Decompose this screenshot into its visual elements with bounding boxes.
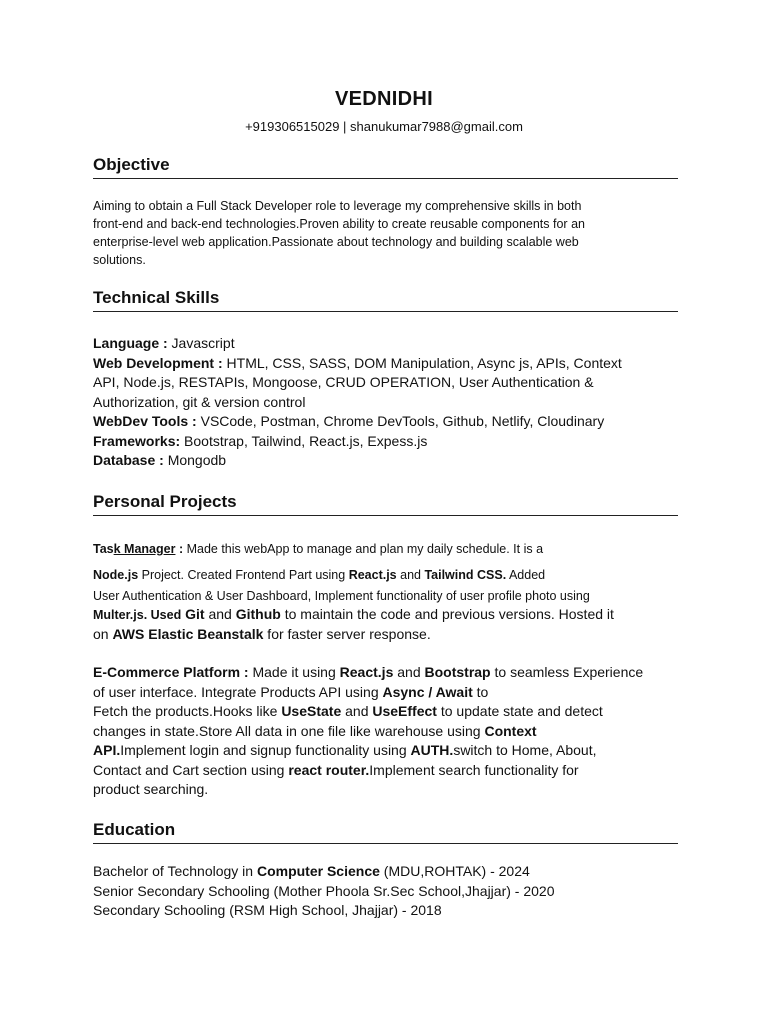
ecom-keyword: React.js <box>339 664 394 680</box>
ecom-text: switch to Home, About, <box>453 742 597 758</box>
candidate-name: VEDNIDHI <box>335 88 433 110</box>
objective-line: solutions. <box>93 253 146 267</box>
ecom-text: Implement login and signup functionality using <box>120 742 411 758</box>
ecommerce-line: product searching. <box>93 781 209 797</box>
ecom-keyword: Context <box>484 722 537 739</box>
ecom-text: to seamless Experience <box>490 664 644 680</box>
skill-webdev-cont: Authorization, git & version control <box>93 393 306 410</box>
task-keyword: Multer.js. Used <box>93 608 182 622</box>
task-keyword: Git <box>185 606 205 622</box>
task-text: to maintain the code and previous versions. Hosted it <box>280 606 614 622</box>
education-item: Secondary Schooling (RSM High School, Jhajjar) - 2018 <box>93 902 442 918</box>
skills-heading: Technical Skills <box>93 288 678 312</box>
ecom-text: to <box>472 683 489 700</box>
objective-line: enterprise-level web application.Passionate about technology and building scalable web <box>93 235 579 249</box>
objective-text <box>93 197 678 269</box>
ecommerce-line <box>93 741 678 761</box>
objective-line: Aiming to obtain a Full Stack Developer role to leverage my comprehensive skills in both <box>93 199 582 213</box>
task-keyword: AWS Elastic Beanstalk <box>112 626 264 642</box>
ecommerce-title: E-Commerce Platform : <box>93 664 249 680</box>
education-heading: Education <box>93 820 678 844</box>
ecom-keyword: UseEffect <box>372 703 437 719</box>
skill-database <box>93 451 678 471</box>
education-list <box>93 862 678 921</box>
task-text: and <box>396 568 425 582</box>
task-manager-line1 <box>93 540 678 558</box>
ecommerce-line <box>93 663 678 683</box>
skill-value: Bootstrap, Tailwind, React.js, Expess.js <box>180 432 428 449</box>
ecom-text: Fetch the products.Hooks like <box>93 703 282 719</box>
skill-tools <box>93 412 678 432</box>
ecom-text: to update state and detect <box>436 703 603 719</box>
skill-frameworks <box>93 432 678 452</box>
task-text: on <box>93 626 113 642</box>
ecom-keyword: AUTH. <box>410 742 454 758</box>
ecommerce-line <box>93 761 678 781</box>
ecom-text: and <box>393 664 425 680</box>
skill-label: Database : <box>93 452 164 468</box>
ecom-text: changes in state.Store All data in one file like warehouse using <box>93 722 485 739</box>
task-title-part: Tas <box>93 542 114 556</box>
task-text: Project. Created Frontend Part using <box>138 568 349 582</box>
ecommerce-project <box>93 663 678 800</box>
task-manager-title <box>93 542 183 556</box>
skill-value: HTML, CSS, SASS, DOM Manipulation, Async js, APIs, Context <box>222 354 622 371</box>
ecom-keyword: UseState <box>281 703 342 719</box>
skill-webdev-cont: API, Node.js, RESTAPIs, Mongoose, CRUD OPERATION, User Authentication & <box>93 374 594 390</box>
skill-value: Mongodb <box>163 452 227 468</box>
edu-text: (MDU,ROHTAK) - 2024 <box>379 863 530 879</box>
edu-keyword: Computer Science <box>256 863 380 879</box>
task-keyword: Node.js <box>93 568 139 582</box>
task-manager-line4 <box>93 605 678 626</box>
ecom-text: of user interface. Integrate Products API using <box>93 683 383 700</box>
education-item: Senior Secondary Schooling (Mother Phoola Sr.Sec School,Jhajjar) - 2020 <box>93 882 555 899</box>
task-text: and <box>204 606 236 622</box>
skill-language <box>93 334 678 354</box>
skill-value: VSCode, Postman, Chrome DevTools, Github, Netlify, Cloudinary <box>196 413 605 429</box>
task-manager-line2 <box>93 566 678 584</box>
task-text: Added <box>506 568 546 582</box>
ecom-text: Contact and Cart section using <box>93 761 289 778</box>
task-keyword: Tailwind CSS. <box>424 568 507 582</box>
skills-list <box>93 334 678 471</box>
ecommerce-line <box>93 683 678 703</box>
task-text: for faster server response. <box>263 626 431 642</box>
ecom-keyword: API. <box>93 742 121 758</box>
contact-info: +919306515029 | shanukumar7988@gmail.com <box>245 119 523 134</box>
task-text: Made this webApp to manage and plan my daily schedule. It is a <box>183 542 544 556</box>
task-keyword: React.js <box>348 568 397 582</box>
skill-value: Javascript <box>167 335 235 351</box>
skill-label: Web Development : <box>93 354 223 371</box>
ecommerce-line <box>93 702 678 722</box>
education-item <box>93 862 678 882</box>
task-manager-line3: User Authentication & User Dashboard, Implement functionality of user profile photo using <box>93 589 590 603</box>
objective-line: front-end and back-end technologies.Proven ability to create reusable components for an <box>93 217 585 231</box>
skill-label: Language : <box>93 335 168 351</box>
skill-webdev <box>93 354 678 374</box>
task-title-colon: : <box>175 542 184 556</box>
projects-heading: Personal Projects <box>93 492 678 516</box>
ecommerce-line <box>93 722 678 742</box>
ecom-text: and <box>341 703 373 719</box>
skill-label: Frameworks: <box>93 432 181 449</box>
task-keyword: Github <box>235 606 281 622</box>
ecom-keyword: Async / Await <box>382 683 473 700</box>
ecom-text: Made it using <box>248 664 340 680</box>
edu-text: Bachelor of Technology in <box>93 863 257 879</box>
objective-heading: Objective <box>93 155 678 179</box>
task-title-part: k Manager <box>113 542 176 556</box>
ecom-keyword: Bootstrap <box>424 664 491 680</box>
task-manager-line5 <box>93 625 678 645</box>
ecom-text: Implement search functionality for <box>369 761 579 778</box>
ecom-keyword: react router. <box>288 761 370 778</box>
skill-label: WebDev Tools : <box>93 413 197 429</box>
